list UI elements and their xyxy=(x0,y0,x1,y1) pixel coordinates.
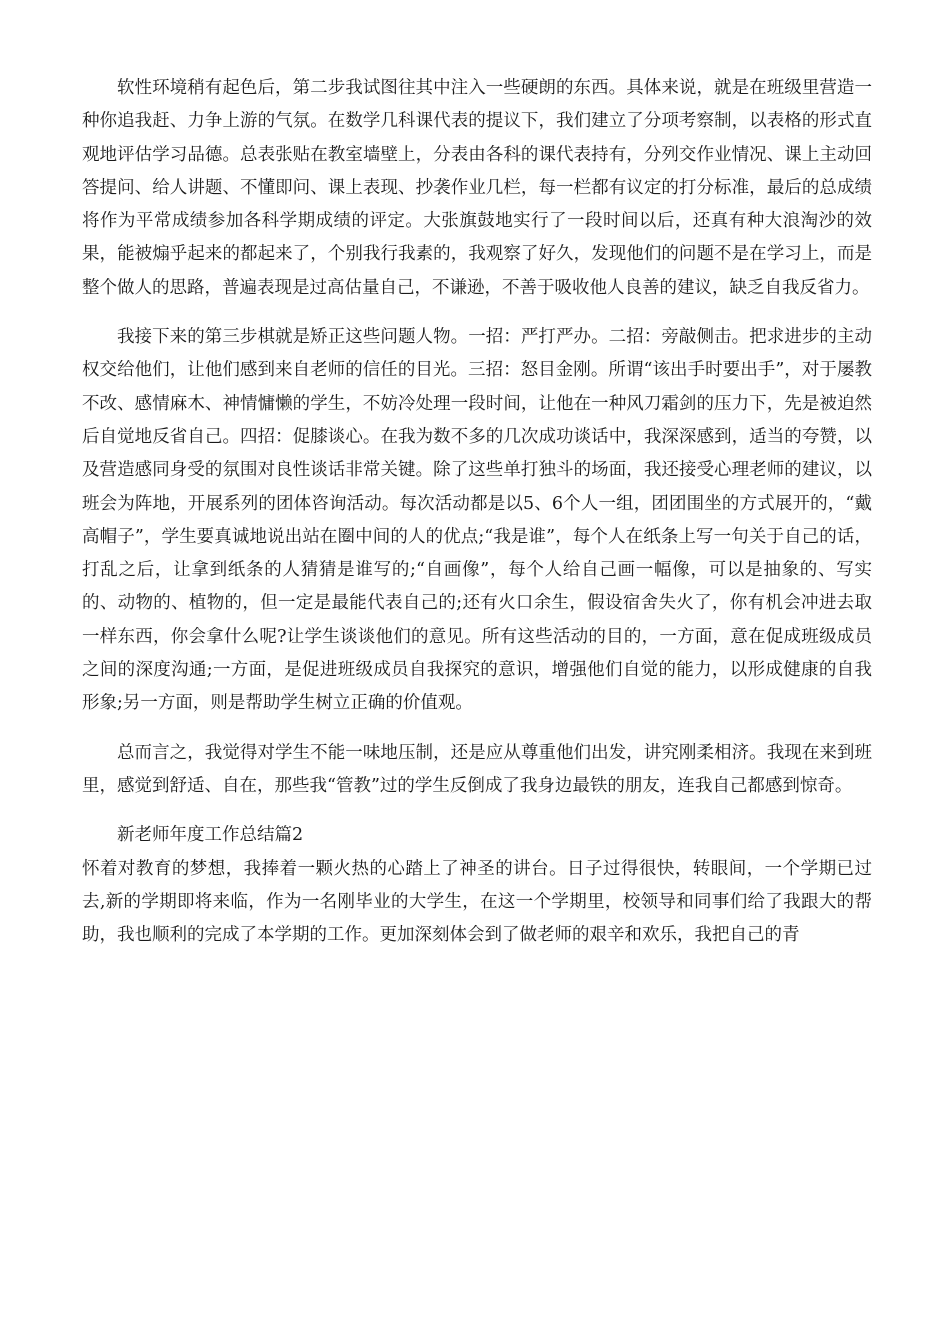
paragraph-2: 我接下来的第三步棋就是矫正这些问题人物。一招：严打严办。二招：旁敲侧击。把求进步的主动权交给他们，让他们感到来自老师的信任的目光。三招：怒目金刚。所谓“该出手时要出手”，对于屡教不改、感情麻木、神情慵懒的学生，不妨冷处理一段时间，让他在一种风刀霜剑的压力下，先是被迫然后自觉地反省自己。四招：促膝谈心。在我为数不多的几次成功谈话中，我深深感到，适当的夸赞，以及营造感同身受的氛围对良性谈话非常关键。除了这些单打独斗的场面，我还接受心理老师的建议，以班会为阵地，开展系列的团体咨询活动。每次活动都是以5、6个人一组，团团围坐的方式展开的，“戴高帽子”，学生要真诚地说出站在圈中间的人的优点;“我是谁”，每个人在纸条上写一句关于自己的话，打乱之后，让拿到纸条的人猜猜是谁写的;“自画像”，每个人给自己画一幅像，可以是抽象的、写实的、动物的、植物的，但一定是最能代表自己的;还有火口余生，假设宿舍失火了，你有机会冲进去取一样东西，你会拿什么呢?让学生谈谈他们的意见。所有这些活动的目的，一方面，意在促成班级成员之间的深度沟通;一方面，是促进班级成员自我探究的意识，增强他们自觉的能力，以形成健康的自我形象;另一方面，则是帮助学生树立正确的价值观。 xyxy=(82,327,872,714)
paragraph-3: 总而言之，我觉得对学生不能一味地压制，还是应从尊重他们出发，讲究刚柔相济。我现在来到班里，感觉到舒适、自在，那些我“管教”过的学生反倒成了我身边最铁的朋友，连我自己都感到惊奇。 xyxy=(82,742,872,796)
paragraph-4: 怀着对教育的梦想，我捧着一颗火热的心踏上了神圣的讲台。日子过得很快，转眼间，一个学期已过去,新的学期即将来临，作为一名刚毕业的大学生，在这一个学期里，校领导和同事们给了我跟大的帮助，我也顺利的完成了本学期的工作。更加深刻体会到了做老师的艰辛和欢乐，我把自己的青 xyxy=(82,858,872,946)
document-page xyxy=(82,72,872,952)
section-heading: 新老师年度工作总结篇2 xyxy=(117,825,304,846)
paragraph-1: 软性环境稍有起色后，第二步我试图往其中注入一些硬朗的东西。具体来说，就是在班级里营造一种你追我赶、力争上游的气氛。在数学几科课代表的提议下，我们建立了分项考察制，以表格的形式直观地评估学习品德。总表张贴在教室墙壁上，分表由各科的课代表持有，分列交作业情况、课上主动回答提问、给人讲题、不懂即问、课上表现、抄袭作业几栏，每一栏都有议定的打分标准，最后的总成绩将作为平常成绩参加各科学期成绩的评定。大张旗鼓地实行了一段时间以后，还真有种大浪淘沙的效果，能被煽乎起来的都起来了，个别我行我素的，我观察了好久，发现他们的问题不是在学习上，而是整个做人的思路，普遍表现是过高估量自己，不谦逊，不善于吸收他人良善的建议，缺乏自我反省力。 xyxy=(82,78,872,298)
